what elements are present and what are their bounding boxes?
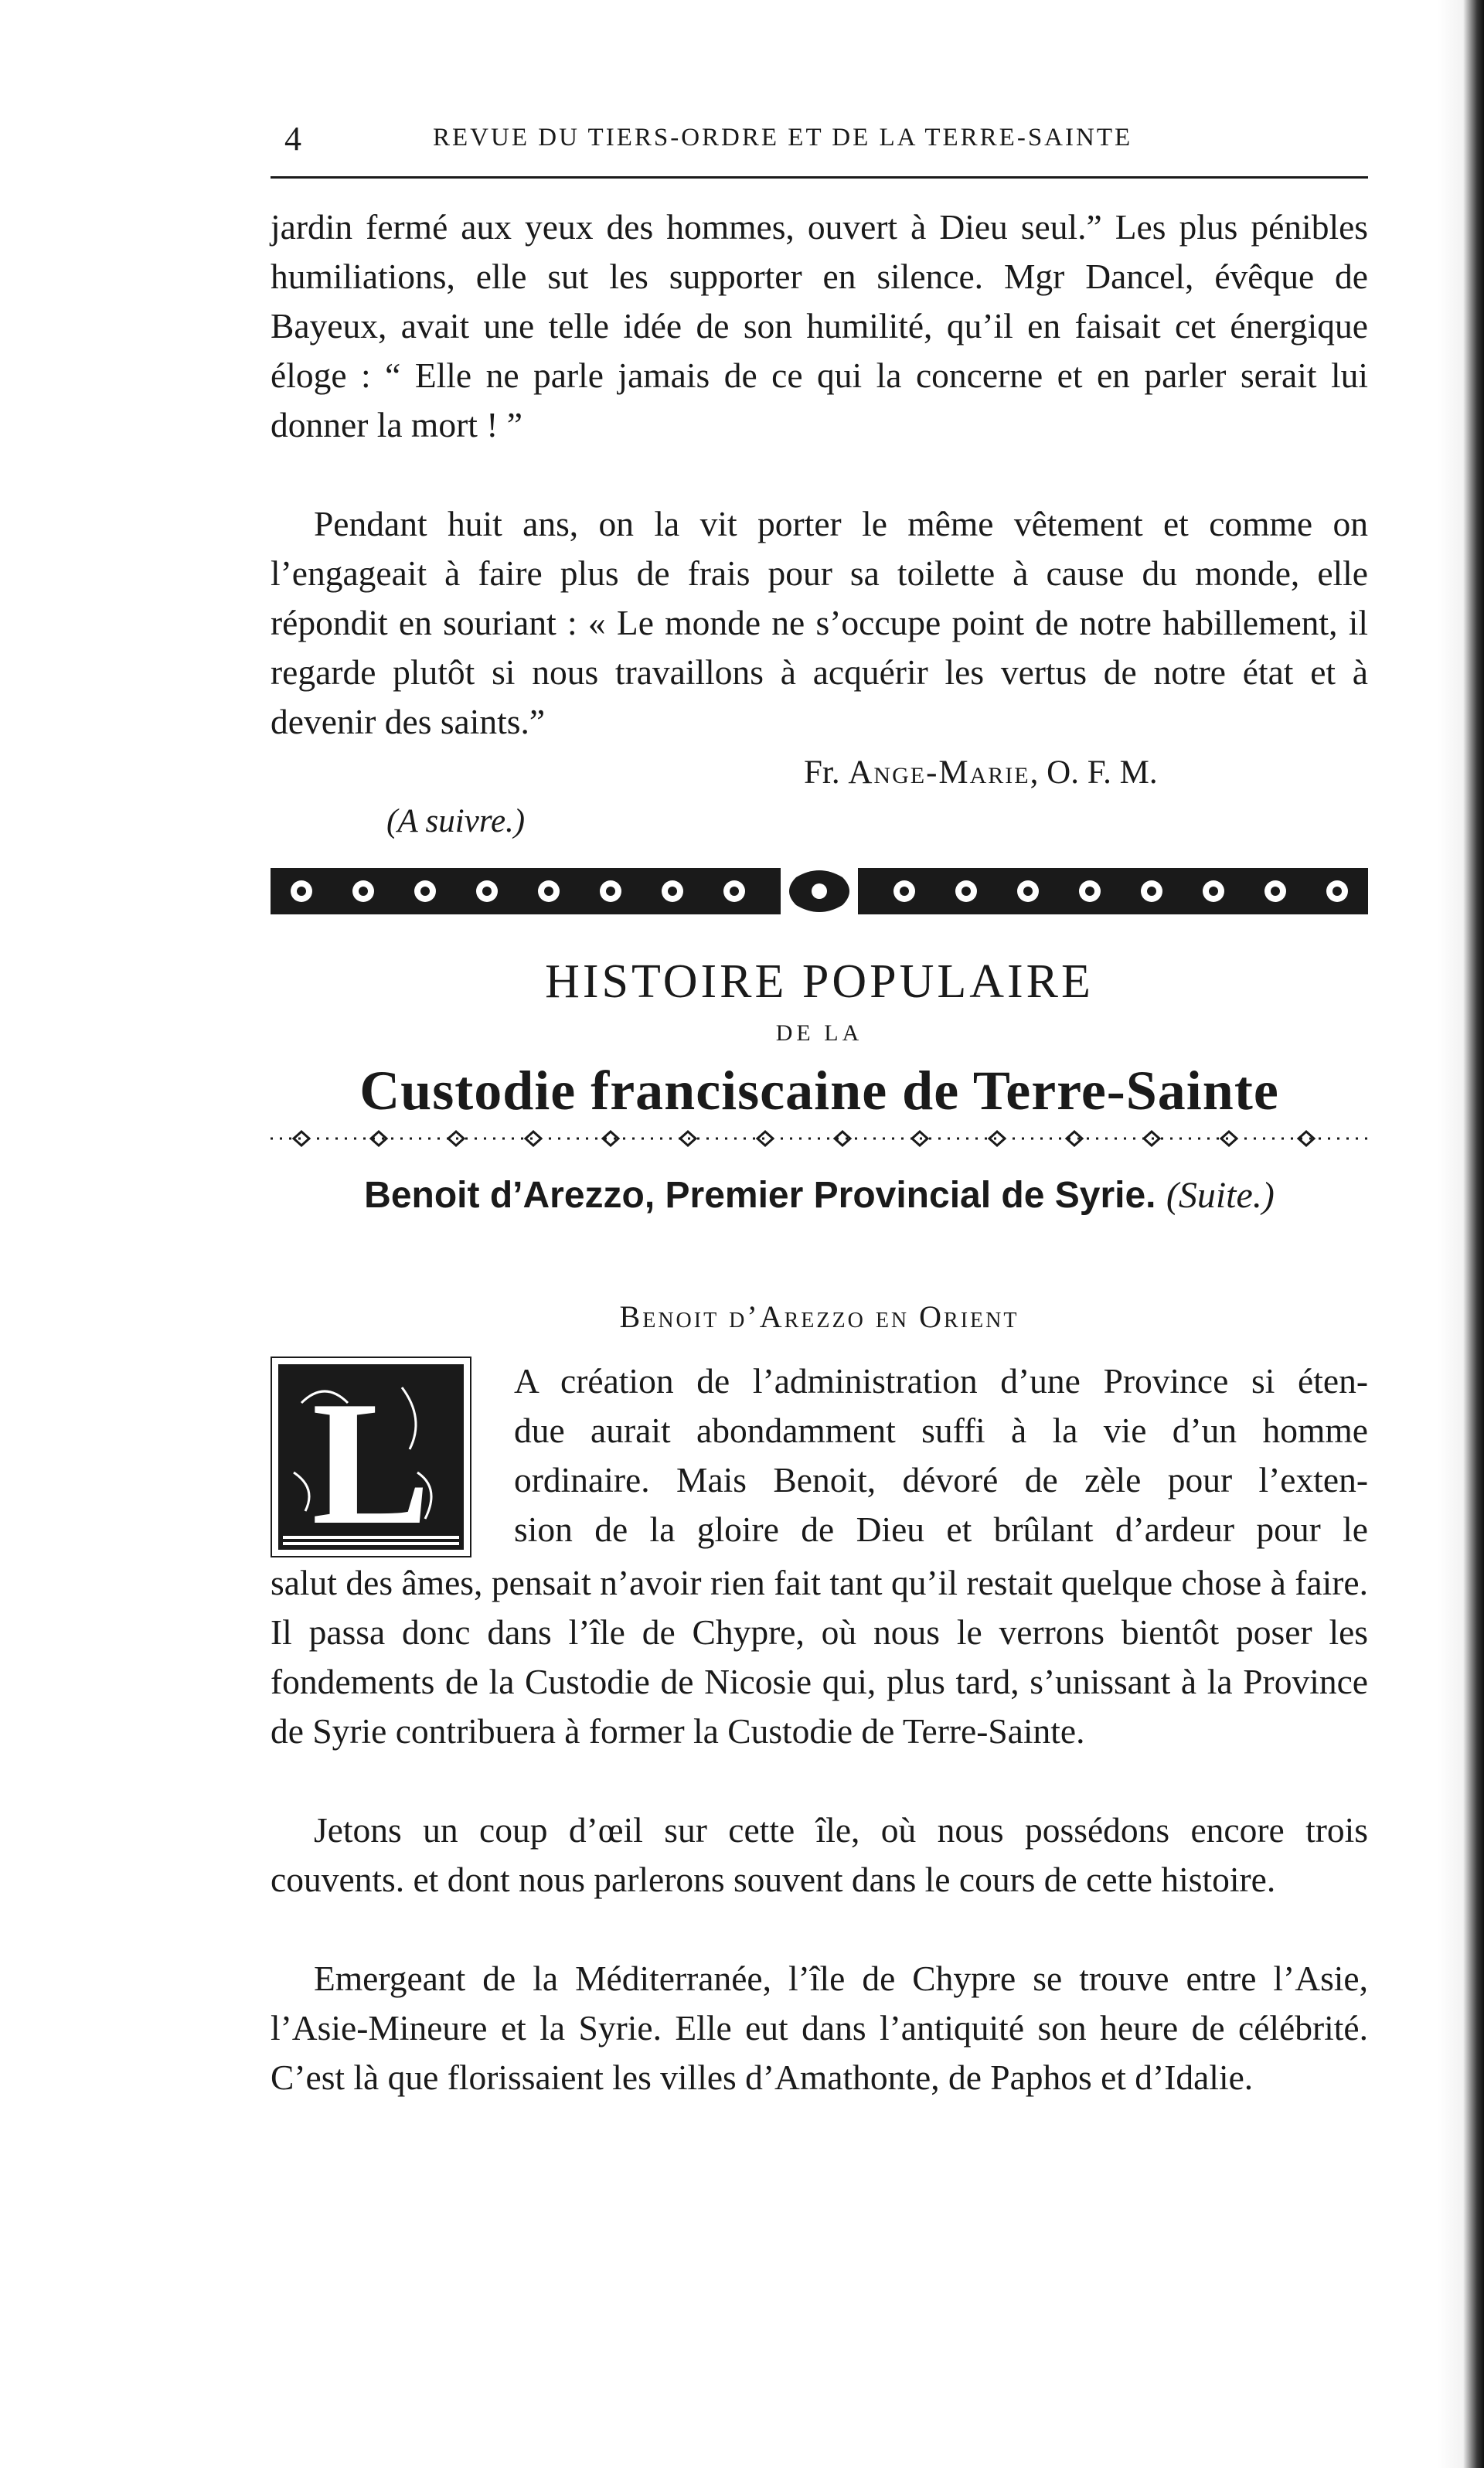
- article-title: HISTOIRE POPULAIRE: [545, 955, 1094, 1008]
- section-title-suite: (Suite.): [1166, 1175, 1275, 1216]
- dropcap-initial: [271, 1357, 471, 1557]
- dotted-ornament-rule: [271, 1127, 1368, 1150]
- article-paragraph-1-continued: salut des âmes, pensait n’avoir rien fait tant qu’il restait quelque chose à faire. Il passa donc dans l’île de Chypre, où nous le verrons bientôt poser les fondements de la Custodie de Nicosie qui, plus tard, s’unissant à la Province de Syrie contribuera à former la Custodie de Terre-Sainte.: [271, 1563, 1368, 1751]
- page-number: 4: [284, 120, 301, 158]
- to-be-continued: (A suivre.): [386, 803, 526, 839]
- subheading: Benoit d’Arezzo en Orient: [619, 1299, 1019, 1334]
- ornamental-divider-band: [271, 862, 1368, 921]
- lead-line-2: due aurait abondamment suffi à la vie d’un homme: [514, 1411, 1368, 1450]
- dropcap-letter: L: [311, 1364, 431, 1557]
- signature-name: Ange-Marie: [848, 754, 1030, 791]
- lead-line-3: ordinaire. Mais Benoit, dévoré de zèle pour l’exten-: [514, 1460, 1368, 1500]
- signature-prefix: Fr.: [804, 754, 840, 791]
- lead-line-4: sion de la gloire de Dieu et brûlant d’ardeur pour le: [514, 1510, 1368, 1549]
- section-title-text: Benoit d’Arezzo, Premier Provincial de Syrie.: [364, 1175, 1156, 1216]
- signature-suffix: , O. F. M.: [1030, 754, 1158, 791]
- page-header: [271, 116, 1368, 162]
- previous-article-paragraph-1: jardin fermé aux yeux des hommes, ouvert à Dieu seul.” Les plus pénibles humiliations, elle sut les supporter en silence. Mgr Dancel, évêque de Bayeux, avait une telle idée de son humilité, qu’il en faisait cet énergique éloge : “ Elle ne parle jamais de ce qui la concerne et en parler serait lui donner la mort ! ”: [271, 207, 1368, 444]
- scan-shadow-edge: [1438, 0, 1484, 2468]
- section-title: [271, 1171, 1368, 1220]
- running-title: REVUE DU TIERS-ORDRE ET DE LA TERRE-SAINTE: [433, 124, 1133, 151]
- previous-article-paragraph-2: Pendant huit ans, on la vit porter le même vêtement et comme on l’engageait à faire plus de frais pour sa toilette à cause du monde, elle répondit en souriant : « Le monde ne s’occupe point de notre habillement, il regarde plutôt si nous travaillons à acquérir les vertus de notre état et à devenir des saints.”: [271, 504, 1368, 741]
- article-paragraph-3: Emergeant de la Méditerranée, l’île de Chypre se trouve entre l’Asie, l’Asie-Mineure et la Syrie. Elle eut dans l’antiquité son heure de célébrité. C’est là que florissaient les villes d’Amathonte, de Paphos et d’Idalie.: [271, 1959, 1368, 2097]
- author-signature: [804, 754, 1158, 791]
- lead-line-1: A création de l’administration d’une Province si éten-: [514, 1361, 1368, 1401]
- article-title-connector: DE LA: [775, 1020, 863, 1046]
- article-title-blackletter: Custodie franciscaine de Terre-Sainte: [359, 1060, 1279, 1122]
- article-paragraph-2: Jetons un coup d’œil sur cette île, où nous possédons encore trois couvents. et dont nous parlerons souvent dans le cours de cette histoire.: [271, 1810, 1368, 1899]
- header-rule: [271, 176, 1368, 179]
